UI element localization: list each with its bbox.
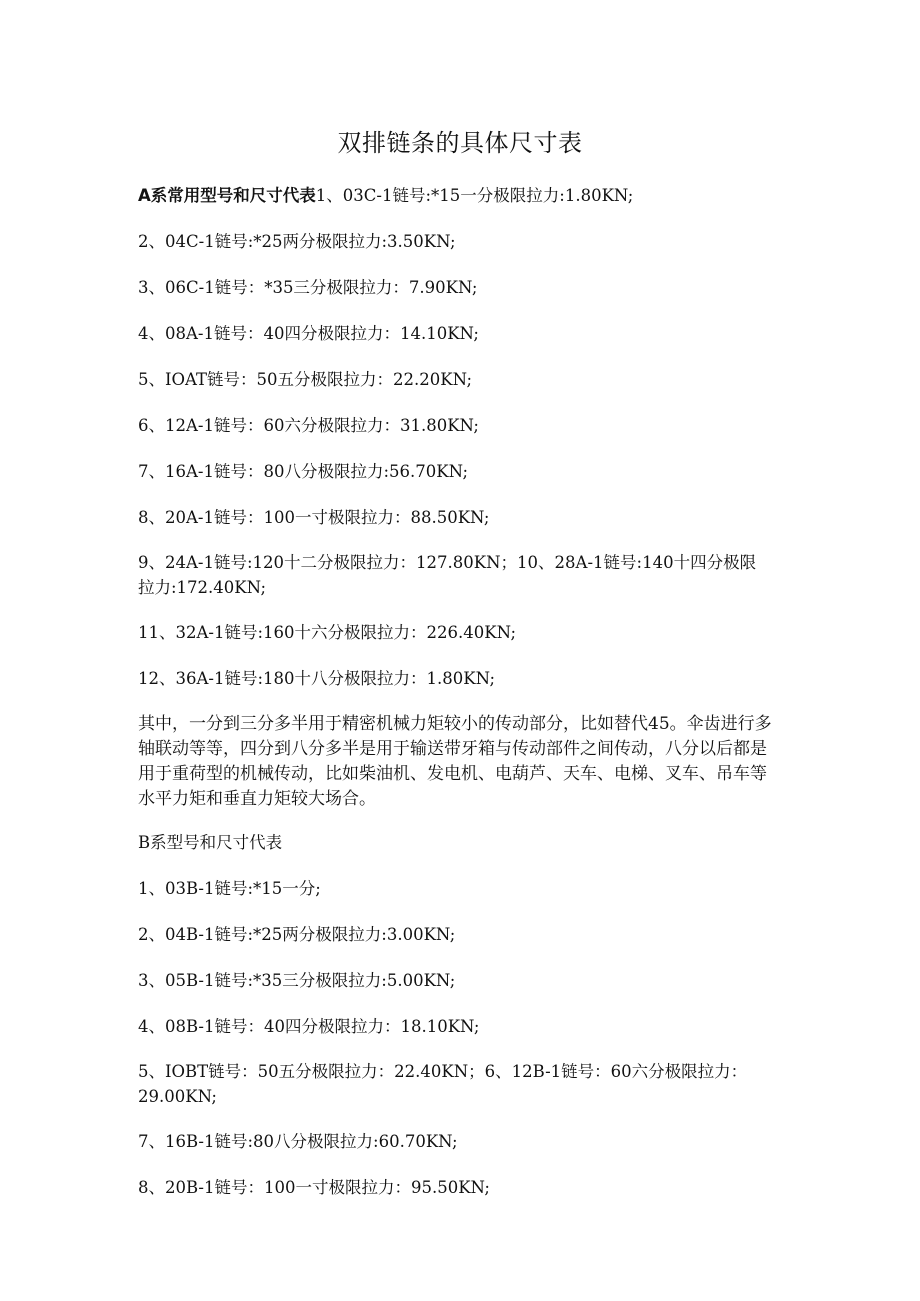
a-item-6: 6、12A-1链号：60六分极限拉力：31.80KN; [138,416,479,435]
usage-note: 其中，一分到三分多半用于精密机械力矩较小的传动部分，比如替代45。伞齿进行多轴联动等等，四分到八分多半是用于输送带牙箱与传动部件之间传动，八分以后都是用于重荷型的机械传动，比如柴油机、发电机、电葫芦、天车、电梯、叉车、吊车等水平力矩和垂直力矩较大场合。 [138,714,772,809]
a-item-11: 11、32A-1链号:160十六分极限拉力：226.40KN; [138,623,517,642]
b-item-3: 3、05B-1链号:*35三分极限拉力:5.00KN; [138,971,456,990]
b-item-5-6: 5、IOBT链号：50五分极限拉力：22.40KN；6、12B-1链号：60六分极限拉力：29.00KN; [138,1062,748,1106]
b-item-2: 2、04B-1链号:*25两分极限拉力:3.00KN; [138,925,456,944]
b-item-8: 8、20B-1链号：100一寸极限拉力：95.50KN; [138,1178,490,1197]
a-item-5: 5、IOAT链号：50五分极限拉力：22.20KN; [138,370,473,389]
a-item-9-10: 9、24A-1链号:120十二分极限拉力：127.80KN；10、28A-1链号:140十四分极限拉力:172.40KN; [138,553,757,597]
b-item-7: 7、16B-1链号:80八分极限拉力:60.70KN; [138,1132,458,1151]
page-title: 双排链条的具体尺寸表 [337,129,583,157]
a-item-3: 3、06C-1链号：*35三分极限拉力：7.90KN; [138,278,478,297]
b-item-1: 1、03B-1链号:*15一分; [138,879,321,898]
a-item-4: 4、08A-1链号：40四分极限拉力：14.10KN; [138,324,479,343]
a-item-12: 12、36A-1链号:180十八分极限拉力：1.80KN; [138,669,496,688]
section-a-first-line [138,184,778,208]
section-a-heading: A系常用型号和尺寸代表 [138,186,316,205]
a-item-7: 7、16A-1链号：80八分极限拉力:56.70KN; [138,462,469,481]
a-item-2: 2、04C-1链号:*25两分极限拉力:3.50KN; [138,232,456,251]
b-item-4: 4、08B-1链号：40四分极限拉力：18.10KN; [138,1017,480,1036]
a-item-1: 1、03C-1链号:*15一分极限拉力:1.80KN; [315,186,634,205]
a-item-8: 8、20A-1链号：100一寸极限拉力：88.50KN; [138,508,490,527]
section-b-heading: B系型号和尺寸代表 [138,833,283,852]
